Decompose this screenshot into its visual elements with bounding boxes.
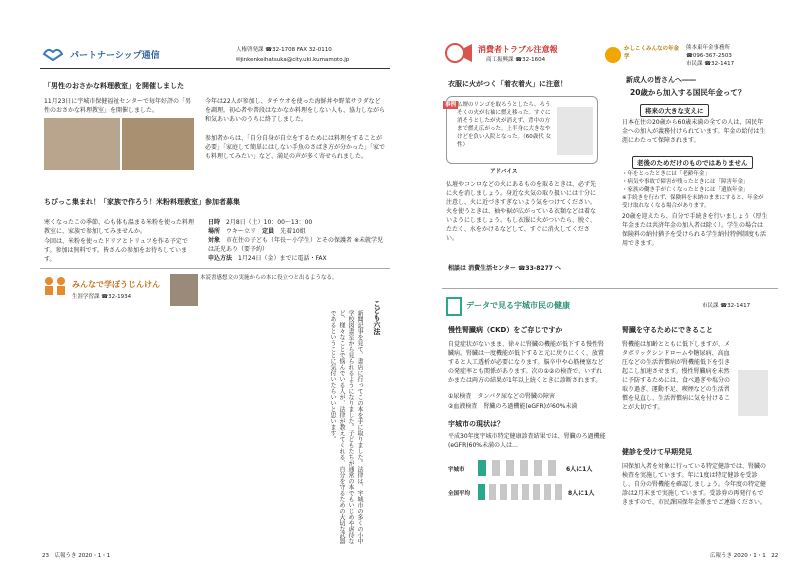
alert-icon — [444, 42, 474, 64]
pension-title: かしこくみんなの年金学 — [624, 46, 680, 60]
partnership-title: パートナーシップ通信 — [70, 51, 160, 61]
national-person-8 — [555, 484, 562, 500]
law-dept: 生涯学習課 ☎32-1934 — [72, 294, 132, 300]
national-person-2 — [489, 484, 496, 500]
law-column: 新聞記事を見て、書店に行ってこの本を手に取りました。法律は、宇城市の多くの小中学校図書室から見られるようになりました。子どもたちが通常の本でもいじめや虐待など、様々なことで悩んでいる人が、法律が教えてくれる、自分を守るための大切な武器であるということに気付いたらいいと思います。 — [329, 310, 363, 544]
law-title: みんなで学ぼうじんけん — [72, 280, 160, 289]
law-photo — [170, 274, 198, 306]
protect-p: 腎機能は加齢とともに低下しますが、メタボリックシンドロームや糖尿病、高血圧などの生活習慣病が腎機能低下を引き起こし加速させます。慢性腎臓病を未然に予防するためには、食べ過ぎや塩分の取り過ぎ、運動不足、喫煙などの生活習慣を見直し、生活習慣病に気を付けることが大切です。 — [622, 341, 731, 411]
left-page-number: 23 — [42, 553, 49, 559]
handshake-icon — [42, 44, 64, 62]
people-icon — [42, 276, 68, 296]
pension-dept-2: ☎096-367-2503 — [686, 53, 732, 59]
pension-sub-1: 将来の大きな支えに — [640, 104, 709, 117]
capacity-label: 定員 — [262, 228, 275, 235]
pension-dept-1: 熊本東年金事務所 — [686, 45, 731, 51]
status-p: 平成30年度宇城市特定健康診査結果では、腎臓のろ過機能(eGFR)60%未満の人は… — [448, 433, 606, 449]
illustration — [557, 107, 593, 155]
ckd-p1: 自覚症状がないまま、徐々に腎臓の機能が低下する慢性腎臓病。腎臓は一度機能が低下すると元に戻りにくく、放置すると人工透析が必要になります。脳卒中や心筋梗塞などの発症率とも関係があります。次の①②の検査で、いずれかまたは両方の結果が1年以上続くときに診断されます。 — [448, 341, 605, 384]
advice-text: 仏壇やコンロなどの火にあるものを取るときは、必ず先に火を消しましょう。身近な火気の取り扱いには十分に注意し、火に近づきすぎないよう気をつけてください。火を使うときは、袖や裾が広がっている衣類などは着ないようにしましょう。もし衣服に火がついたら、脱ぐ、たたく、水をかけるなどして、すぐに消火してください。 — [446, 181, 597, 242]
row-uki-value: 6人に1人 — [566, 466, 593, 473]
pension-bullet-2: ・病気や事故で障害が残ったときには「障害年金」 — [622, 179, 749, 185]
partnership-email[interactable]: ✉jinkenkeihatsuka@city.uki.kumamoto.jp — [236, 57, 350, 63]
apply-label: 申込方法 — [208, 255, 233, 262]
cooking-photo-2 — [122, 118, 194, 170]
consumer-contact: 相談は 消費生活センター ☎33-8277 へ — [448, 265, 562, 272]
pension-heading-2: 20歳から加入する国民年金って？ — [630, 88, 746, 97]
status-heading: 宇城市の現状は？ — [448, 420, 504, 428]
date-value: 2月8日（土）10：00～13：00 — [226, 219, 313, 226]
protect-heading: 腎臓を守るためにできること — [622, 326, 713, 334]
rice-flour-p1: 寒くなったこの季節、心も体も温まる米粉を使った料理教室に、家族で参加してみませんか。 — [44, 219, 195, 235]
cooking-class-p2: 今年は22人が参加し、タチウオを使った海鮮丼や野菜サラダなどを調理。初心者や普段はなかなか料理をしない人も、協力しながら和気あいあいのうちに終了しました。 — [205, 98, 386, 123]
pension-p2: 20歳を迎えたら、自分で手続きを行いましょう（厚生年金または共済年金の加入者は除く）。学生の場合は保険料の納付猶予を受けられる学生納付特例制度も活用できます。 — [622, 213, 768, 247]
case-text: 仏壇のリンゴを取ろうとしたら、ろうそくの火が右袖に燃え移った。すぐに消そうとしたが火が消えず、背中の方まで燃え広がった。上半身に大きなやけどを負い入院となった。（60歳代 女性） — [457, 102, 551, 148]
rice-flour-heading: ちびっこ集まれ！「家族で作ろう！米粉料理教室」参加者募集 — [44, 198, 240, 206]
left-footer-text: 広報うき 2020・1・1 — [54, 553, 111, 559]
cooking-photo-1 — [44, 118, 120, 170]
national-person-1 — [478, 484, 485, 500]
doctor-illustration — [738, 370, 768, 416]
cooking-class-heading: 「男性のおさかな料理教室」を開催しました — [44, 82, 184, 90]
national-person-3 — [500, 484, 507, 500]
pension-bullet-4: ※手続きを行わず、保険料を未納のままにすると、年金が受け取れなくなる場合があります。 — [622, 195, 764, 209]
checkup-p: 国保加入者を対象に行っている特定健診では、腎臓の検査を実施しています。年に1度は特定健診を受診し、自分の腎機能を確認しましょう。今年度の特定健診は2月末まで実施しています。受診券の再発行もできますので、市民課国保年金係までご連絡ください。 — [622, 463, 767, 506]
row-national-value: 8人に1人 — [568, 490, 595, 497]
place-value: ウキー立リ — [226, 228, 257, 235]
target-label: 対象 — [208, 237, 221, 244]
consumer-heading: 衣服に火がつく「着衣着火」に注意！ — [448, 80, 567, 88]
uki-person-5 — [534, 460, 542, 476]
right-footer-text: 広報うき 2020・1・1 — [710, 553, 766, 559]
uki-person-3 — [506, 460, 514, 476]
pension-heading-1: 新成人の皆さんへ―― — [626, 76, 696, 84]
national-person-7 — [544, 484, 551, 500]
pension-dept-3: 市民課 ☎32-1417 — [686, 61, 735, 67]
pension-icon — [604, 46, 622, 64]
apply-value: 1月24日（金）までに電話・FAX — [238, 255, 327, 262]
ckd-check-1: ①尿検査 タンパク尿などの腎臓の障害 — [448, 393, 555, 400]
uki-person-6 — [548, 460, 556, 476]
law-heading: こども六法 — [373, 300, 381, 335]
pension-bullet-3: ・家族の働き手が亡くなったときには「遺族年金」 — [622, 187, 749, 193]
national-person-4 — [511, 484, 518, 500]
row-national-label: 全国平均 — [448, 491, 471, 497]
pension-p1: 日本在住の20歳から60歳未満の全ての人は、国民年金への加入が義務付けられています。年金の給付は生涯にわたって保障されます。 — [622, 119, 766, 144]
clipboard-icon — [446, 296, 462, 316]
case-tag: 事例 — [445, 102, 457, 108]
partnership-contact: 人権啓発課 ☎32-1708 FAX 32-0110 — [236, 47, 332, 53]
date-label: 日時 — [208, 219, 221, 226]
uki-person-4 — [520, 460, 528, 476]
national-person-5 — [522, 484, 529, 500]
right-page-number: 22 — [771, 553, 779, 559]
place-label: 場所 — [208, 228, 221, 235]
cooking-class-p3: 参加者からは、「自分自身が自立をするためには料理をすることが必要」「家庭して簡単にはしない手魚のさばき方が分かった」「家でも料理してみたい」など、満足の声が多く寄せられました。 — [205, 135, 386, 160]
advice-heading: アドバイス — [490, 169, 518, 175]
uki-person-icons — [478, 460, 556, 476]
uki-person-2 — [492, 460, 500, 476]
target-value: 市在住の子ども（年長～小学生）とその保護者 ※未就学児は託児あり（要予約） — [208, 237, 383, 253]
national-people-icons — [476, 482, 566, 502]
law-caption: 本読書感想文の実施からの本に役立つと出るようなる。 — [200, 275, 338, 281]
rice-flour-p2: 今回は、米粉を使ったドリアとトリュフを作る予定です。参加は無料です。皆さんの参加をお待ちしています。 — [44, 238, 188, 263]
pension-sub-2: 老後のためだけのものではありません — [632, 156, 753, 169]
cooking-class-p1: 11月23日に宇城市保健福祉センターで毎年好評の「男性のおさかな料理教室」を開催しました。 — [44, 98, 192, 114]
uki-person-1 — [478, 460, 486, 476]
capacity-value: 先着10組 — [280, 228, 306, 235]
ckd-heading: 慢性腎臓病（CKD）をご存じですか — [448, 326, 563, 334]
ckd-check-2: ②血液検査 腎臓のろ過機能(eGFR)が60%未満 — [448, 403, 578, 410]
row-uki-label: 宇城市 — [448, 467, 465, 473]
health-title: データで見る宇城市民の健康 — [466, 301, 570, 310]
consumer-title: 消費者トラブル注意報 — [478, 45, 558, 54]
checkup-heading: 健診を受けて早期発見 — [622, 448, 692, 456]
consumer-dept: 商工振興課 ☎32-1604 — [486, 57, 546, 63]
footer-left-page — [42, 552, 110, 560]
uki-people-icons — [476, 458, 560, 478]
health-dept: 市民課 ☎32-1417 — [702, 303, 751, 309]
pension-bullet-1: ・年をとったときには「老齢年金」 — [622, 171, 710, 177]
footer-right-page — [710, 552, 778, 560]
national-person-6 — [533, 484, 540, 500]
case-box — [446, 96, 598, 164]
